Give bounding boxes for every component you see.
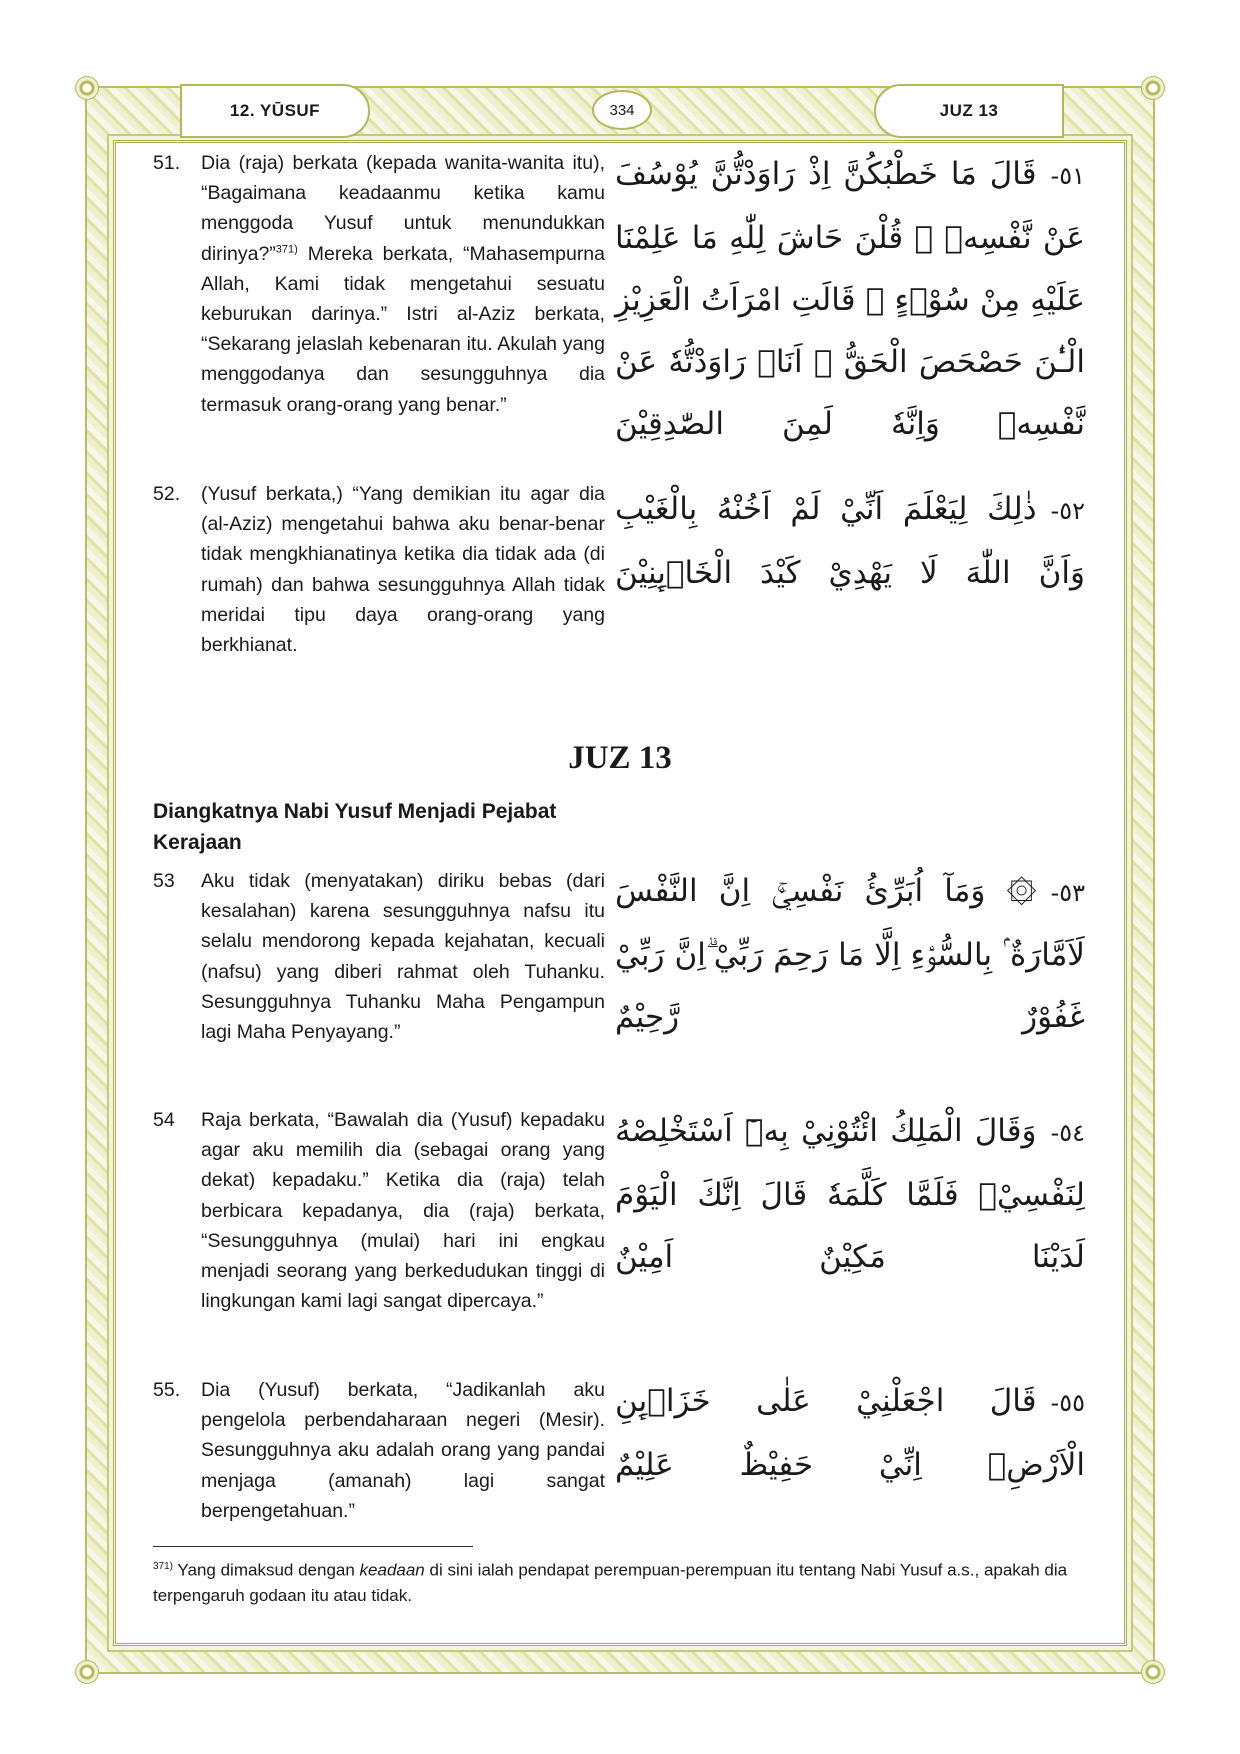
verse-number: 54 bbox=[153, 1109, 175, 1131]
arabic-verse-number: ٥٢- bbox=[1050, 497, 1085, 525]
translation-text: Raja berkata, “Bawalah dia (Yusuf) kepadaku agar aku memilih dia (sebagai orang yang dekat) kepadaku.” Ketika dia (raja) telah berbicara kepadanya, dia (raja) berkata, “Sesungguhnya (mulai) hari ini engkau menjadi seorang yang berkedudukan tinggi di lingkungan kami lagi sangat dipercaya.” bbox=[201, 1109, 605, 1313]
arabic-verse-number: ٥٥- bbox=[1050, 1389, 1085, 1417]
arabic-text: ۞ وَمَآ اُبَرِّئُ نَفْسِيْۚ اِنَّ النَّفْسَ لَاَمَّارَةٌ ۢ بِالسُّوْۤءِ اِلَّا مَا رَحِمَ رَبِّيْ ۗاِنَّ رَبِّيْ غَفُوْرٌ رَّحِيْمٌ bbox=[615, 873, 1085, 1035]
translation-text: Dia (raja) berkata (kepada wanita-wanita itu), “Bagaimana keadaanmu ketika kamu menggoda Yusuf untuk menundukkan dirinya?” bbox=[201, 152, 605, 265]
footnote-text: di sini ialah pendapat perempuan-perempuan itu tentang Nabi Yusuf a.s., apakah dia terpengaruh godaan itu atau tidak. bbox=[153, 1560, 1068, 1605]
arabic-text: قَالَ اجْعَلْنِيْ عَلٰى خَزَاۤىِٕنِ الْاَرْضِۚ اِنِّيْ حَفِيْظٌ عَلِيْمٌ bbox=[615, 1383, 1085, 1483]
footnote-emphasis: keadaan bbox=[359, 1560, 425, 1580]
surah-label: 12. YŪSUF bbox=[180, 84, 370, 138]
arabic-verse-number: ٥١- bbox=[1050, 162, 1085, 190]
translation-text: Dia (Yusuf) berkata, “Jadikanlah aku pengelola perbendaharaan negeri (Mesir). Sesungguhnya aku adalah orang yang pandai menjaga (amanah) lagi sangat berpengetahuan.” bbox=[201, 1379, 605, 1522]
verse-51-arabic bbox=[615, 143, 1085, 455]
corner-ornament-icon bbox=[75, 1660, 99, 1684]
juz-heading: JUZ 13 bbox=[568, 740, 672, 776]
arabic-verse-number: ٥٣- bbox=[1050, 879, 1085, 907]
verse-55-translation bbox=[153, 1375, 605, 1526]
verse-54-arabic bbox=[615, 1100, 1085, 1288]
footnote-reference[interactable]: 371) bbox=[275, 243, 298, 256]
corner-ornament-icon bbox=[1141, 1660, 1165, 1684]
verse-52-translation bbox=[153, 479, 605, 660]
translation-text: Aku tidak (menyatakan) diriku bebas (dari kesalahan) karena sesungguhnya nafsu itu selalu mendorong kepada kejahatan, kecuali (nafsu) yang diberi rahmat oleh Tuhanku. Sesungguhnya Tuhanku Maha Pengampun lagi Maha Penyayang.” bbox=[201, 870, 605, 1044]
arabic-text: ذٰلِكَ لِيَعْلَمَ اَنِّيْ لَمْ اَخُنْهُ بِالْغَيْبِ وَاَنَّ اللّٰهَ لَا يَهْدِيْ كَيْدَ الْخَاۤىِٕنِيْنَ bbox=[615, 491, 1085, 591]
arabic-text: قَالَ مَا خَطْبُكُنَّ اِذْ رَاوَدْتُّنَّ يُوْسُفَ عَنْ نَّفْسِهٖ ۗ قُلْنَ حَاشَ لِلّٰهِ مَا عَلِمْنَا عَلَيْهِ مِنْ سُوْۤءٍ ۗ قَالَتِ امْرَاَتُ الْعَزِيْزِ الْـٰٔنَ حَصْحَصَ الْحَقُّ ۖ اَنَا۠ رَاوَدْتُّهٗ عَنْ نَّفْسِهٖ وَاِنَّهٗ لَمِنَ الصّٰدِقِيْنَ bbox=[615, 156, 1085, 442]
footnote bbox=[153, 1554, 1088, 1608]
footnote-divider bbox=[153, 1546, 473, 1547]
footnote-mark: 371) bbox=[153, 1561, 174, 1572]
verse-number: 53 bbox=[153, 870, 175, 892]
corner-ornament-icon bbox=[75, 76, 99, 100]
verse-number: 52. bbox=[153, 483, 181, 505]
page-number: 334 bbox=[592, 90, 652, 130]
juz-label: JUZ 13 bbox=[874, 84, 1064, 138]
verse-53-arabic bbox=[615, 860, 1085, 1048]
footnote-text: Yang dimaksud dengan bbox=[173, 1560, 360, 1580]
arabic-text: وَقَالَ الْمَلِكُ ائْتُوْنِيْ بِهٖٓ اَسْتَخْلِصْهُ لِنَفْسِيْۚ فَلَمَّا كَلَّمَهٗ قَالَ اِنَّكَ الْيَوْمَ لَدَيْنَا مَكِيْنٌ اَمِيْنٌ bbox=[615, 1113, 1085, 1275]
translation-text: (Yusuf berkata,) “Yang demikian itu agar dia (al-Aziz) mengetahui bahwa aku benar-benar tidak mengkhianatinya ketika dia tidak ada (di rumah) dan bahwa sesungguhnya Allah tidak meridai tipu daya orang-orang yang berkhianat. bbox=[201, 483, 605, 657]
verse-53-translation bbox=[153, 866, 605, 1047]
verse-51-translation bbox=[153, 148, 605, 420]
verse-52-arabic bbox=[615, 478, 1085, 604]
translation-text: Mereka berkata, “Mahasempurna Allah, Kami tidak mengetahui sesuatu keburukan darinya.” Istri al-Aziz berkata, “Sekarang jelaslah kebenaran itu. Akulah yang menggodanya dan sesungguhnya dia termasuk orang-orang yang benar.” bbox=[201, 242, 605, 416]
verse-number: 51. bbox=[153, 152, 181, 174]
corner-ornament-icon bbox=[1141, 76, 1165, 100]
verse-55-arabic bbox=[615, 1370, 1085, 1496]
arabic-verse-number: ٥٤- bbox=[1050, 1119, 1085, 1147]
verse-54-translation bbox=[153, 1105, 605, 1316]
section-title: Diangkatnya Nabi Yusuf Menjadi Pejabat Kerajaan bbox=[153, 800, 557, 854]
verse-number: 55. bbox=[153, 1379, 181, 1401]
